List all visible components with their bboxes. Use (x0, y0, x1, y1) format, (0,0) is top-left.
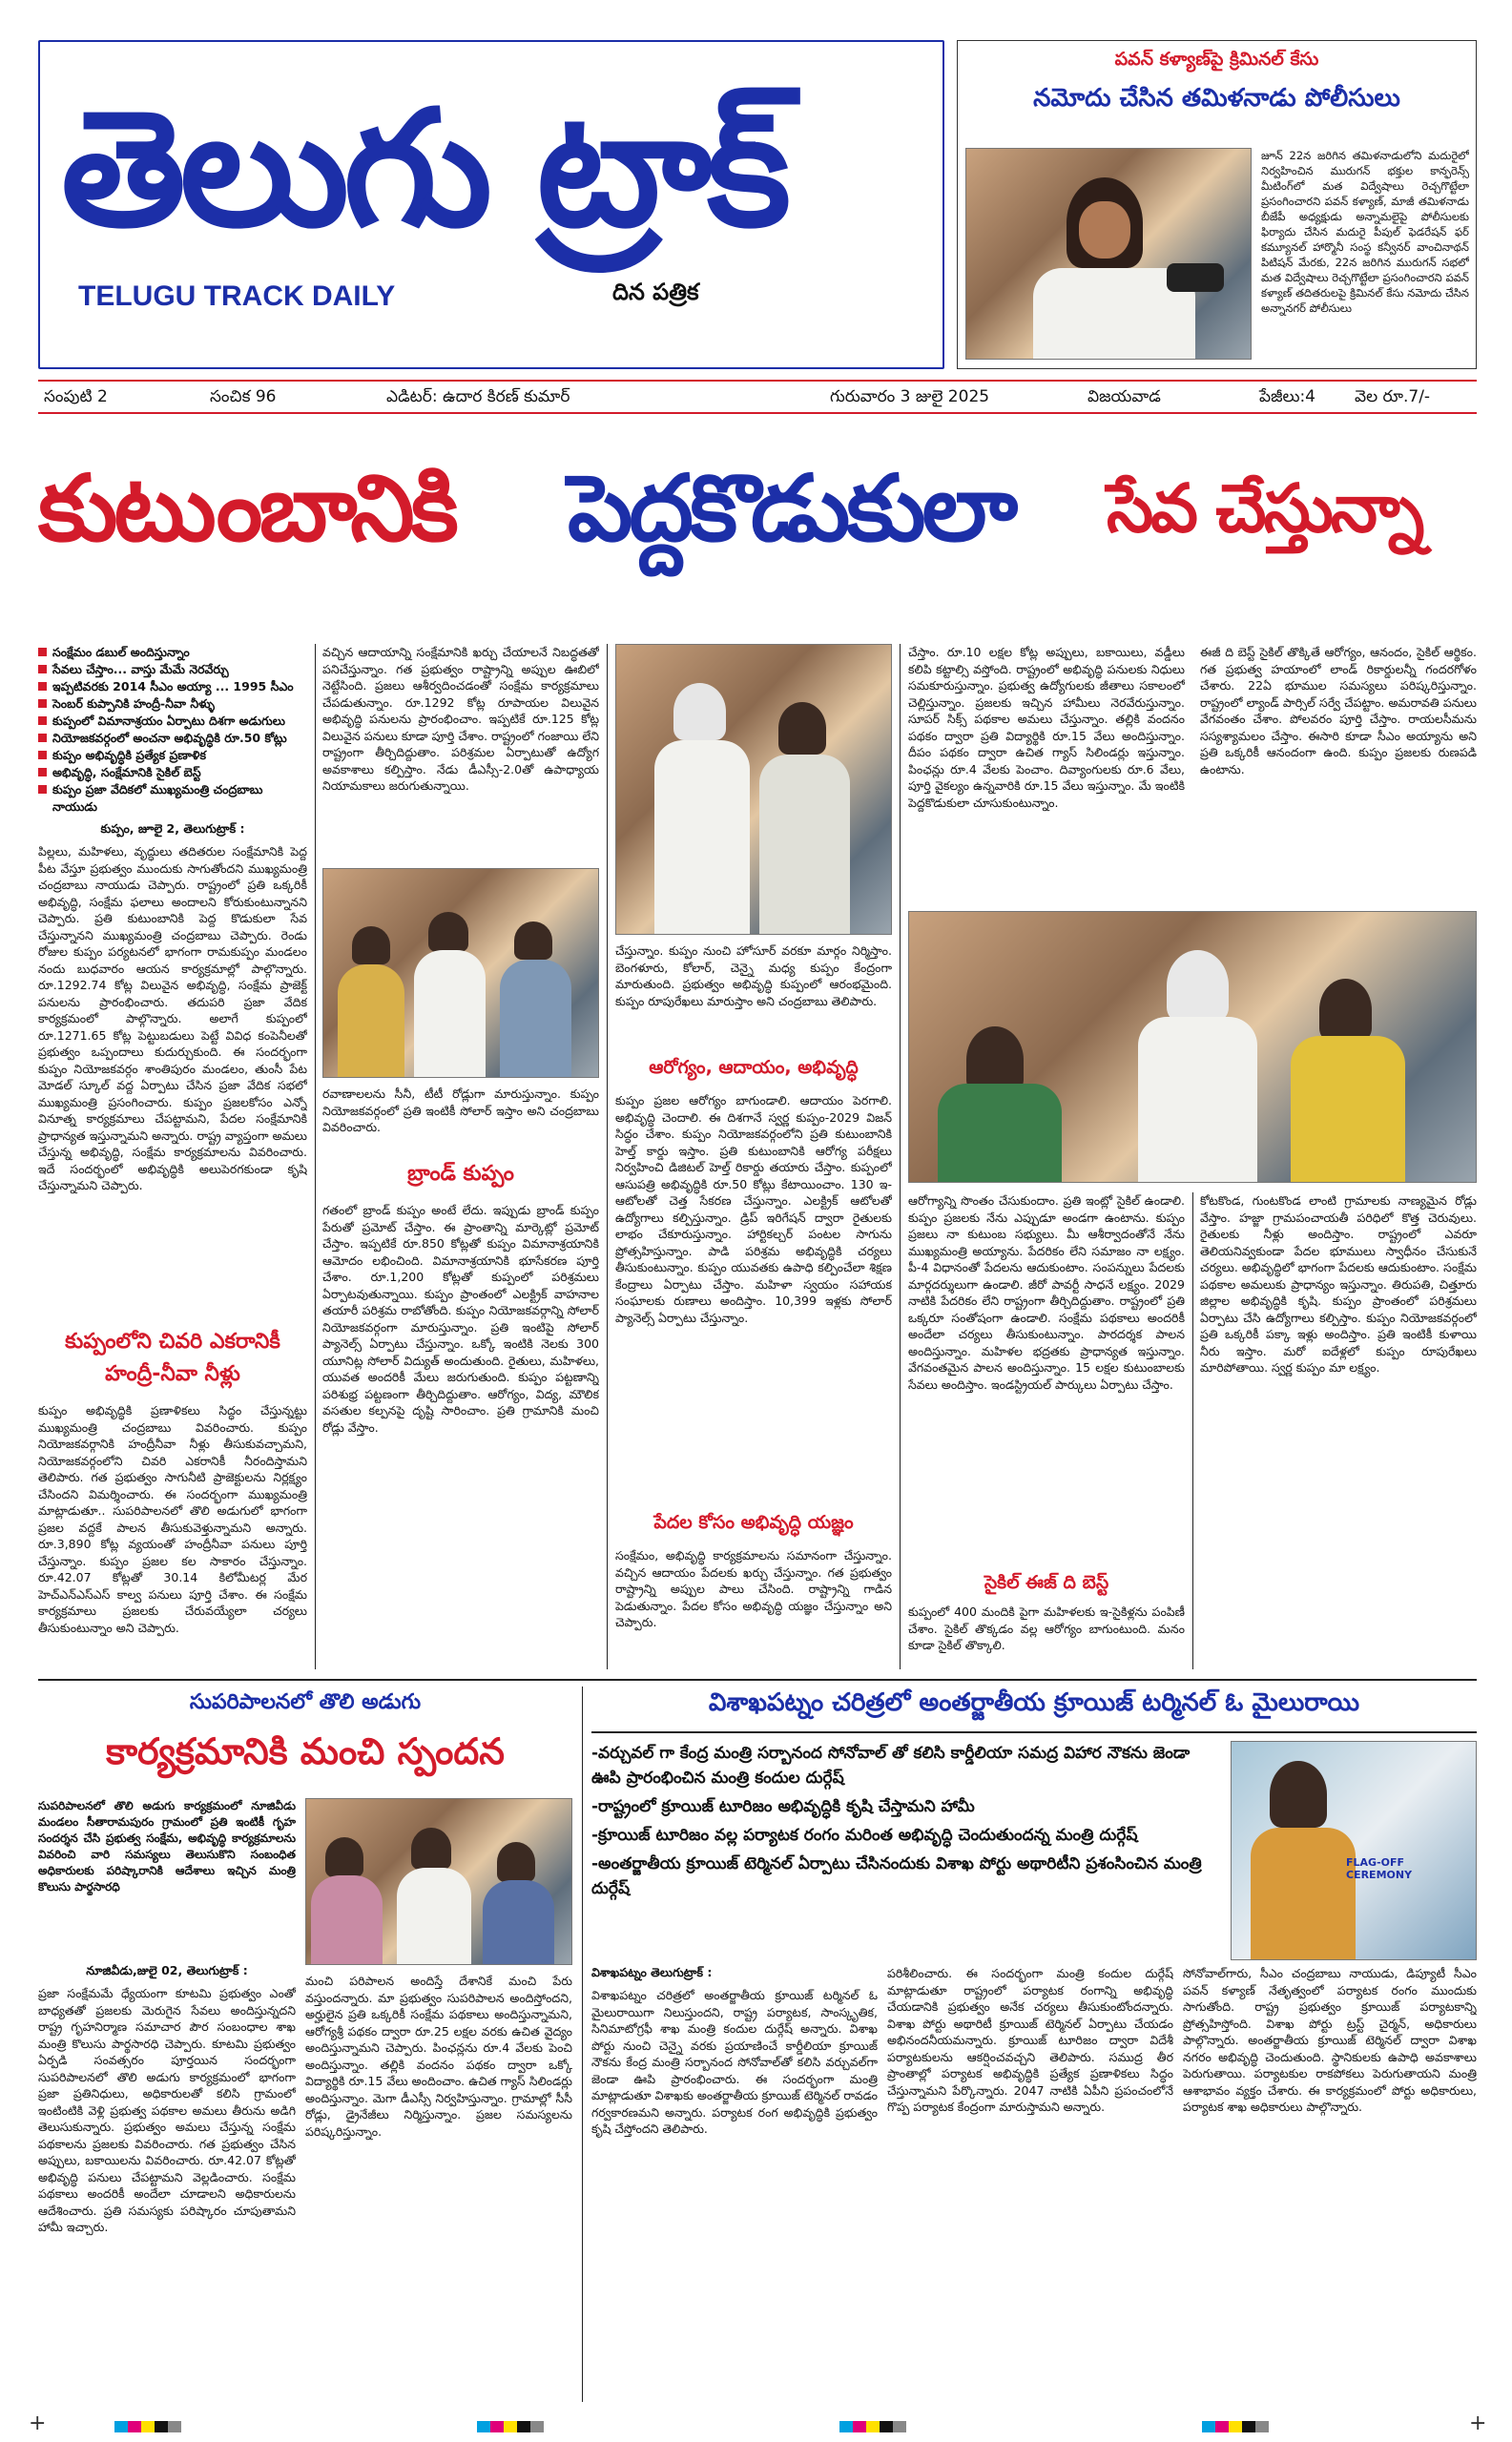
headline-part-1: కుటుంబానికి (38, 455, 455, 562)
pages: పేజీలు:4 (1259, 387, 1315, 406)
col1-subhead-2: హంద్రీ-నీవా నీళ్లు (105, 1362, 240, 1386)
bullet-item: కుప్పంలో విమానాశ్రయం ఏర్పాటు దిశగా అడుగులు (38, 713, 307, 730)
bullet-item: సెంబర్ కుప్పానికి హంద్రీ-నీవా నీళ్ళు (38, 695, 307, 713)
registration-marks (839, 2421, 906, 2432)
lower-left-lead: సుపరిపాలనలో తొలి అడుగు కార్యక్రమంలో నూజివీడు మండలం సీతారామపురం గ్రామంలో ప్రతి ఇంటికీ గృహ సందర్శన చేసి ప్రభుత్వ సంక్షేమ, అభివృద్ధి కార్యక్రమాలను వివరించి వారి సమస్యలు తెలుసుకొని సంబంధిత అధికారులకు పరిష్కారానికి ఆదేశాలు ఇచ్చిన మంత్రి కొలుసు పార్థసారధి (38, 1799, 296, 1894)
col1-text-2: కుప్పం అభివృద్ధికి ప్రణాళికలు సిద్ధం చేస్తున్నట్టు ముఖ్యమంత్రి చంద్రబాబు వివరించారు. కుప్పం నియోజకవర్గానికి హంద్రీనీవా నీళ్లు తీసుకువచ్చామని, నియోజకవర్గంలోని చివరి ఎకరానికీ నీరందిస్తామని తెలిపారు. గత ప్రభుత్వం సాగునీటి ప్రాజెక్టులను నిర్లక్ష్యం చేసిందని విమర్శించారు. ఈ సందర్భంగా ముఖ్యమంత్రి మాట్లాడుతూ.. సుపరిపాలనలో తొలి అడుగులో భాగంగా ప్రజల వద్దకే పాలన తీసుకువెళ్తున్నామని అన్నారు. రూ.3,890 కోట్ల వ్యయంతో హంద్రీనీవా పనులు పూర్తి చేస్తున్నాం. కుప్పం ప్రజల కల సాకారం చేస్తున్నాం. రూ.42.07 కోట్లతో 30.14 కిలోమీటర్ల మేర హెచ్ఎన్ఎస్ఎస్ కాల్వ పనులు పూర్తి చేశాం. ఈ సంక్షేమ కార్యక్రమాలు ప్రజలకు చేరువయ్యేలా చర్యలు తీసుకుంటున్నాం అని చెప్పారు. (38, 1403, 307, 1635)
col4-text-3: కుప్పంలో 400 మందికి పైగా మహిళలకు ఇ-సైకిళ్లను పంపిణీ చేశాం. సైకిల్ తొక్కడం వల్ల ఆరోగ్యం బాగుంటుంది. మనం కూడా సైకిల్ తొక్కాలి. (908, 1604, 1185, 1652)
col4-text-1: చేస్తాం. రూ.10 లక్షల కోట్ల అప్పులు, బకాయిలు, వడ్డీలు కలిపి కట్టాల్సి వస్తోంది. రాష్ట్రంలో అభివృద్ధి పనులకు నిధులు సమకూరుస్తున్నాం. ప్రభుత్వ ఉద్యోగులకు జీతాలు సకాలంలో చెల్లిస్తున్నాం. ప్రజలకు ఇచ్చిన హామీలు నెరవేరుస్తున్నాం. సూపర్ సిక్స్ పథకాల అమలు చేస్తున్నాం. తల్లికి వందనం పథకం ద్వారా ప్రతి విద్యార్థికి రూ.15 వేలు అందిస్తున్నాం. దీపం పథకం ద్వారా ఉచిత గ్యాస్ సిలిండర్లు ఇస్తున్నాం. పింఛన్లు రూ.4 వేలకు పెంచాం. దివ్యాంగులకు రూ.6 వేలు, పూర్తి వైకల్యం ఉన్నవారికి రూ.15 వేలు ఇస్తున్నాం. మే ఇంటికి పెద్దకొడుకులా చూసుకుంటున్నాం. (908, 645, 1185, 810)
lower-right-col-3 (1183, 1965, 1477, 2402)
lower-right-text-2: పరిశీలించారు. ఈ సందర్భంగా మంత్రి కందుల దుర్గేష్ మాట్లాడుతూ రాష్ట్రంలో పర్యాటక రంగాన్ని అభివృద్ధి చేయడానికి ప్రభుత్వం అనేక చర్యలు తీసుకుంటోందన్నారు. విశాఖ పోర్టు అథారిటీ క్రూయిజ్ టెర్మినల్ ఏర్పాటు చేయడం అభినందనీయమన్నారు. క్రూయిజ్ టూరిజం ద్వారా విదేశీ పర్యాటకులను ఆకర్షించవచ్చని తెలిపారు. సముద్ర తీర ప్రాంతాల్లో పర్యాటక అభివృద్ధికి ప్రత్యేక ప్రణాళికలు సిద్ధం చేస్తున్నామని పేర్కొన్నారు. 2047 నాటికి ఏపీని ప్రపంచంలోనే గొప్ప పర్యాటక కేంద్రంగా మారుస్తామని అన్నారు. (887, 1966, 1173, 2114)
masthead (38, 40, 944, 369)
col2-subhead: బ్రాండ్ కుప్పం (407, 1162, 514, 1186)
photo-banner-text: FLAG-OFF CEREMONY (1346, 1856, 1413, 1881)
col2-caption: రవాణాలలను సీనీ, టీటీ రోడ్లుగా మారుస్తున్నాం. కుప్పం నియోజకవర్గంలో ప్రతి ఇంటికీ సోలార్ ఇస్తాం అని చంద్రబాబు వివరించారు. (322, 1086, 599, 1134)
bullet-item: కుప్పం ప్రజా వేదికలో ముఖ్యమంత్రి చంద్రబాబు నాయుడు (38, 781, 307, 816)
col5-caption-top: ఈజీ ది బెస్ట్ సైకిల్ తొక్కితే ఆరోగ్యం, ఆనందం, సైకిల్ ఆర్థికం. గత ప్రభుత్వ హయాంలో లాండ్ రికార్డులన్నీ గందరగోళం చేశారు. 22ఏ భూముల సమస్యలు పరిష్కరిస్తున్నాం. రాష్ట్రంలో ల్యాండ్ పార్సిల్ సర్వే చేపట్టాం. అమరావతి పనులు వేగవంతం చేశాం. పోలవరం పూర్తి చేస్తాం. రాయలసీమను సస్యశ్యామలం చేస్తాం. ఈసారి కూడా సీఎం అయ్యాను అని ప్రతి ఒక్కరికీ ఆనందంగా ఉంది. కుప్పం ప్రజలకు రుణపడి ఉంటాను. (1200, 645, 1477, 776)
bullet-item: కుప్పం అభివృద్ధికి ప్రత్యేక ప్రణాళిక (38, 747, 307, 764)
issue: సంచిక 96 (210, 387, 277, 406)
lower-right-text-3: సోనోవాల్‌గారు, సీఎం చంద్రబాబు నాయుడు, డిప్యూటీ సీఎం పవన్ కళ్యాణ్ నేతృత్వంలో పర్యాటక రంగం ముందుకు సాగుతోంది. రాష్ట్ర ప్రభుత్వం క్రూయిజ్ పర్యాటకాన్ని ప్రోత్సహిస్తోంది. విశాఖ పోర్టు ట్రస్ట్ చైర్మన్, అధికారులు పాల్గొన్నారు. అంతర్జాతీయ క్రూయిజ్ టెర్మినల్ ద్వారా విశాఖ నగరం అభివృద్ధి చెందుతుంది. స్థానికులకు ఉపాధి అవకాశాలు పెరుగుతాయి. పర్యాటకుల రాకపోకలు పెరుగుతాయని మంత్రి ఆశాభావం వ్యక్తం చేశారు. ఈ కార్యక్రమంలో పోర్టు అధికారులు, పర్యాటక శాఖ అధికారులు పాల్గొన్నారు. (1183, 1966, 1477, 2114)
column-divider (1192, 1192, 1193, 1669)
lower-left-dateline: నూజివీడు,జులై 02, తెలుగుట్రాక్ : (86, 1963, 248, 1977)
lower-left-col-2 (305, 1973, 572, 2402)
date: గురువారం 3 జులై 2025 (830, 387, 990, 406)
top-story-headline: నమోదు చేసిన తమిళనాడు పోలీసులు (1033, 84, 1400, 113)
bullet-item: ఇప్పటివరకు 2014 సీఎం అయ్యా ... 1995 సీఎం (38, 678, 307, 695)
place: విజయవాడ (1087, 387, 1161, 406)
section-divider (38, 1679, 1477, 1681)
column-1 (38, 644, 307, 1669)
crop-mark-icon: + (1469, 2411, 1487, 2435)
dateline-bar (38, 380, 1477, 414)
col2-photo (322, 868, 599, 1078)
lower-right-photo (1231, 1741, 1477, 1960)
bullet-item: నియోజకవర్గంలో అంచనా అభివృద్ధికి రూ.50 కోట్లు (38, 730, 307, 747)
col1-subhead: కుప్పంలోని చివరి ఎకరానికీ (65, 1330, 280, 1354)
column-4 (908, 1192, 1185, 1669)
bullet-item: అభివృద్ధి, సంక్షేమానికి సైకిల్ బెస్ట్ (38, 764, 307, 781)
col3-subhead-2: పేదల కోసం అభివృద్ధి యజ్ఞం (653, 1512, 854, 1533)
col2-text-2: గతంలో బ్రాండ్ కుప్పం అంటే లేదు. ఇప్పుడు బ్రాండ్ కుప్పం పేరుతో ప్రమోట్ చేస్తాం. ఈ ప్రాంతాన్ని మార్కెట్లో ప్రమోట్ చేస్తాం. ఇప్పటికే రూ.850 కోట్లతో కుప్పం విమానాశ్రయానికి ఆమోదం లభించింది. విమానాశ్రయానికి భూసేకరణ పూర్తి చేశాం. రూ.1,200 కోట్లతో కుప్పంలో పరిశ్రమలు ఏర్పాటవుతున్నాయి. కుప్పం ప్రాంతంలో ఎలక్ట్రిక్ వాహనాల తయారీ పరిశ్రమ రాబోతోంది. కుప్పం నియోజకవర్గాన్ని సోలార్ నియోజకవర్గంగా మారుస్తున్నాం. ప్రతి ఇంటిపై సోలార్ ప్యానెల్స్ ఏర్పాటు చేస్తున్నాం. ఒక్కో ఇంటికి నెలకు 300 యూనిట్ల సోలార్ విద్యుత్ అందుతుంది. రైతులు, మహిళలు, యువత అందరికీ మేలు జరుగుతుంది. కుప్పం పట్టణాన్ని పరిశుభ్ర పట్టణంగా తీర్చిదిద్దుతాం. ఆరోగ్యం, విద్య, మౌలిక వసతుల కల్పనపై దృష్టి సారించాం. ప్రతి గ్రామానికి మంచి రోడ్లు వేస్తాం. (322, 1203, 599, 1435)
top-story-kicker: పవన్ కళ్యాణ్‌పై క్రిమినల్ కేసు (1114, 49, 1319, 70)
col3-photo (615, 644, 892, 935)
top-story-body: జూన్ 22న జరిగిన తమిళనాడులోని మదురైలో నిర్వహించిన మురుగన్ భక్తుల కాన్ఫరెన్స్ మీటింగ్‌లో మత విద్వేషాలు రెచ్చగొట్టేలా ప్రసంగించారని పవన్ కళ్యాణ్, మాజీ తమిళనాడు బీజేపీ అధ్యక్షుడు అన్నామలైపై పోలీసులకు ఫిర్యాదు చేసిన మదురై పీపుల్ ఫెడరేషన్ ఫర్ కమ్యూనల్ హార్మొనీ సంస్థ కన్వీనర్ వాంచినాథన్ పిటిషన్ మేరకు, 22న జరిగిన మురుగన్ సభలో మత విద్వేషాలు రెచ్చగొట్టేలా ప్రసంగించారని పవన్ కళ్యాణ్ తదితరులపై క్రిమినల్ కేసు నమోదు చేసిన అన్నానగర్ పోలీసులు (1261, 149, 1469, 315)
crop-mark-icon: + (29, 2411, 47, 2435)
headline-part-2: పెద్దకొడుకులా (568, 455, 1014, 562)
column-divider (900, 644, 901, 1669)
col3-text-2: చేస్తున్నాం. కుప్పం నుంచి హోసూర్ వరకూ మార్గం నిర్మిస్తాం. బెంగళూరు, కోలార్, చెన్నై మధ్య కుప్పం కేంద్రంగా మారుతుంది. ప్రభుత్వం అభివృద్ధి కుప్పంలో ఆరంభమైంది. కుప్పం రూపురేఖలు మారుస్తాం అని చంద్రబాబు తెలిపారు. (615, 943, 892, 1008)
col1-dateline: కుప్పం, జూలై 2, తెలుగుట్రాక్ : (100, 821, 245, 836)
lower-right-dateline: విశాఖపట్నం తెలుగుట్రాక్ : (591, 1965, 713, 1979)
headline-underline (591, 1731, 1477, 1733)
column-2-lower (322, 1086, 599, 1669)
col4-text-2: ఆరోగ్యాన్ని సొంతం చేసుకుందాం. ప్రతి ఇంట్లో సైకిల్ ఉండాలి. కుప్పం ప్రజలకు నేను ఎప్పుడూ అండగా ఉంటాను. కుప్పం ప్రజలు నా కుటుంబ సభ్యులు. మీ ఆశీర్వాదంతోనే నేను ముఖ్యమంత్రి అయ్యాను. పేదరికం లేని సమాజం నా లక్ష్యం. పీ-4 విధానంతో పేదలను ఆదుకుంటాం. సంపన్నులు పేదలకు మార్గదర్శులుగా ఉండాలి. జీరో పావర్టీ సాధనే లక్ష్యం. 2029 నాటికి పేదరికం లేని రాష్ట్రంగా తీర్చిదిద్దుతాం. రాష్ట్రంలో ప్రతి ఒక్కరూ సంతోషంగా ఉండాలి. సంక్షేమ పథకాలు అందరికీ అందేలా చర్యలు తీసుకుంటున్నాం. పారదర్శక పాలన అందిస్తున్నాం. మహిళల భద్రతకు ప్రాధాన్యత ఇస్తున్నాం. వేగవంతమైన పాలన అందిస్తున్నాం. 15 లక్షల కుటుంబాలకు సేవలు అందిస్తాం. ఇండస్ట్రియల్ పార్కులు ఏర్పాటు చేస్తాం. (908, 1193, 1185, 1392)
lower-right-col-1 (591, 1965, 878, 2402)
lower-left-text-1: ప్రజా సంక్షేమమే ధ్యేయంగా కూటమి ప్రభుత్వం ఎంతో బాధ్యతతో ప్రజలకు మెరుగైన సేవలు అందిస్తున్నదని రాష్ట్ర గృహనిర్మాణ సమాచార పౌర సంబంధాల శాఖ మంత్రి కొలుసు పార్థసారధి చెప్పారు. కూటమి ప్రభుత్వం ఏర్పడి సంవత్సరం పూర్తయిన సందర్భంగా సుపరిపాలనలో తొలి అడుగు కార్యక్రమంలో భాగంగా ప్రజా ప్రతినిధులు, అధికారులతో కలిసి గ్రామంలో ఇంటింటికి వెళ్లి ప్రభుత్వ పథకాల అమలు తీరును అడిగి తెలుసుకున్నారు. ప్రభుత్వం అమలు చేస్తున్న సంక్షేమ పథకాలను ప్రజలకు వివరించారు. గత ప్రభుత్వం చేసిన అప్పులు, బకాయిలను వివరించారు. రూ.42.07 కోట్లతో అభివృద్ధి పనులు చేపట్టామని వెల్లడించారు. సంక్షేమ పథకాలు అందరికీ అందేలా చూడాలని అధికారులను ఆదేశించారు. ప్రతి సమస్యకు పరిష్కారం చూపుతామని హామీ ఇచ్చారు. (38, 1986, 296, 2234)
registration-marks (114, 2421, 181, 2432)
masthead-subtitle: TELUGU TRACK DAILY (78, 280, 396, 312)
lower-left-headline: కార్యక్రమానికి మంచి స్పందన (106, 1730, 505, 1772)
volume: సంపుటి 2 (44, 387, 108, 406)
main-headline (38, 427, 1477, 628)
logo: తెలుగు ట్రాక్ (61, 75, 786, 262)
lower-right-text-1: విశాఖపట్నం చరిత్రలో అంతర్జాతీయ క్రూయిజ్ టర్మినల్ ఓ మైలురాయిగా నిలుస్తుందని, రాష్ట్ర పర్యాటక, సాంస్కృతిక, సినిమాటోగ్రఫీ శాఖ మంత్రి కందుల దుర్గేష్ అన్నారు. విశాఖ పోర్టు నుంచి చెన్నై వరకు ప్రయాణించే కార్డీలియా క్రూయిజ్ నౌకను కేంద్ర మంత్రి సర్బానంద సోనోవాల్‌తో కలిసి వర్చువల్‌గా జెండా ఊపి ప్రారంభించారు. ఈ సందర్భంగా మంత్రి మాట్లాడుతూ విశాఖకు అంతర్జాతీయ క్రూయిజ్ టెర్మినల్ రావడం గర్వకారణమని అన్నారు. పర్యాటక రంగ అభివృద్ధికి ప్రభుత్వం కృషి చేస్తోందని తెలిపారు. (591, 1988, 878, 2136)
masthead-tag: దిన పత్రిక (612, 279, 699, 305)
editor: ఎడిటర్: ఉదార కిరణ్ కుమార్ (386, 387, 570, 406)
registration-marks (477, 2421, 544, 2432)
col2-text-1: వచ్చిన ఆదాయాన్ని సంక్షేమానికి ఖర్చు చేయాలనే నిబద్ధతతో పనిచేస్తున్నాం. గత ప్రభుత్వం రాష్ట్రాన్ని అప్పుల ఊబిలో నెట్టేసింది. ప్రజలు ఆశీర్వదించడంతో సంక్షేమ కార్యక్రమాలు చేపడుతున్నాం. రూ.1292 కోట్ల రూపాయల విలువైన అభివృద్ధి పనులను ప్రారంభించాం. ఇప్పటికే రూ.125 కోట్ల విలువైన పనులు కూడా పూర్తి చేశాం. రాష్ట్రంలో గంజాయి లేని రాష్ట్రంగా తీర్చిదిద్దుతాం. పరిశ్రమల ఏర్పాటుతో ఉద్యోగ అవకాశాలు కల్పిస్తాం. నేడు డీఎస్సీ-2.0తో ఉపాధ్యాయ నియామకాలు జరుగుతున్నాయి. (322, 645, 599, 793)
col3-subhead: ఆరోగ్యం, ఆదాయం, అభివృద్ధి (649, 1057, 859, 1078)
headline-part-3: సేవ చేస్తున్నా (1107, 469, 1422, 548)
column-3 (615, 942, 892, 1669)
col4-5-photo (908, 911, 1477, 1183)
column-divider (315, 644, 316, 1669)
bullet-item: సేవలు చేస్తాం... వాస్తు మేమే నెరవేర్చు (38, 661, 307, 678)
top-story-box (957, 40, 1477, 369)
bullet-item: సంక్షేమం డబుల్ అందిస్తున్నాం (38, 644, 307, 661)
lower-left-text-2: మంచి పరిపాలన అందిస్తే దేశానికే మంచి పేరు వస్తుందన్నారు. మా ప్రభుత్వం సుపరిపాలన అందిస్తోందని, అర్హులైన ప్రతి ఒక్కరికీ సంక్షేమ పథకాలు అందిస్తున్నామని, ఆరోగ్యశ్రీ పథకం ద్వారా రూ.25 లక్షల వరకు ఉచిత వైద్యం అందిస్తున్నామని చెప్పారు. పింఛన్లను రూ.4 వేలకు పెంచి అందిస్తున్నాం. తల్లికి వందనం పథకం ద్వారా ఒక్కో విద్యార్థికి రూ.15 వేలు అందించాం. ఉచిత గ్యాస్ సిలిండర్లు అందిస్తున్నాం. మెగా డీఎస్సీ నిర్వహిస్తున్నాం. గ్రామాల్లో సీసీ రోడ్లు, డ్రైనేజీలు నిర్మిస్తున్నాం. ప్రజల సమస్యలను పరిష్కరిస్తున్నాం. (305, 1974, 572, 2139)
lower-left-kicker: సుపరిపాలనలో తొలి అడుగు (189, 1690, 422, 1714)
column-divider (582, 1687, 583, 2402)
col5-text-1: కోటకొండ, గుంటకొండ లాంటి గ్రామాలకు నాణ్యమైన రోడ్లు వేస్తాం. హజ్జా గ్రామపంచాయతీ పరిధిలో కొత్త చెరువులు. రైతులకు నీళ్లు అందిస్తాం. రాష్ట్రంలో ఎవరూ తెలియనివ్వకుండా పేదల భూములు స్వాధీనం చేసుకునే చర్యలు. అభివృద్ధిలో భాగంగా పేదలకు ఆదుకుంటాం. సంక్షేమ పథకాల అమలుకు ప్రాధాన్యం ఇస్తున్నాం. తిరుపతి, చిత్తూరు జిల్లాల అభివృద్ధికి కృషి. కుప్పం ప్రాంతంలో పరిశ్రమలు ఏర్పాటు చేసి ఉద్యోగాలు కల్పిస్తాం. కుప్పం నియోజకవర్గంలో ప్రతి ఒక్కరికీ పక్కా ఇళ్లు అందిస్తాం. ప్రతి ఇంటికీ కుళాయి నీరు ఇస్తాం. మరో ఐదేళ్లలో కుప్పం రూపురేఖలు మారిపోతాయి. స్వర్ణ కుప్పం మా లక్ష్యం. (1200, 1193, 1477, 1375)
price: వెల రూ.7/- (1355, 387, 1431, 406)
col4-subhead: సైకిల్ ఈజ్ ది బెస్ట్ (984, 1572, 1109, 1593)
col3-text-3: కుప్పం ప్రజల ఆరోగ్యం బాగుండాలి. ఆదాయం పెరగాలి. అభివృద్ధి చెందాలి. ఈ దిశగానే స్వర్ణ కుప్పం-2029 విజన్ సిద్ధం చేశాం. కుప్పం నియోజకవర్గంలోని ప్రతి కుటుంబానికి హెల్త్ కార్డు ఇస్తాం. ప్రతి కుటుంబానికి ఆరోగ్య పరీక్షలు నిర్వహించి డిజిటల్ హెల్త్ రికార్డు తయారు చేస్తాం. కుప్పంలో ఆసుపత్రి అభివృద్ధికి రూ.50 కోట్లు కేటాయించాం. 130 ఇ-ఆటోలతో చెత్త సేకరణ చేస్తున్నాం. ఎలక్ట్రిక్ ఆటోలతో ఉద్యోగాలు కల్పిస్తున్నాం. డ్రిప్ ఇరిగేషన్ ద్వారా రైతులకు లాభం చేకూరుస్తున్నాం. హార్టికల్చర్ పంటల సాగును ప్రోత్సహిస్తున్నాం. పాడి పరిశ్రమ అభివృద్ధికి చర్యలు తీసుకుంటున్నాం. కుప్పం యువతకు ఉపాధి కల్పించేలా శిక్షణ కేంద్రాలు ఏర్పాటు చేస్తాం. మహిళా స్వయం సహాయక సంఘాలకు రుణాలు అందిస్తాం. 10,399 ఇళ్లకు సోలార్ ప్యానెల్స్ ఏర్పాటు చేస్తున్నాం. (615, 1093, 892, 1325)
lower-left-photo (305, 1798, 572, 1965)
column-4-top (908, 644, 1185, 901)
point-item: -అంతర్జాతీయ క్రూయిజ్ టెర్మినల్ ఏర్పాటు చేసినందుకు విశాఖ పోర్టు అథారిటీని ప్రశంసించిన మంత్రి దుర్గేష్ (591, 1854, 1202, 1898)
lower-left-col-1 (38, 1963, 296, 2402)
column-divider (607, 644, 608, 1669)
point-item: -క్రూయిజ్ టూరిజం వల్ల పర్యాటక రంగం మరింత అభివృద్ధి చెందుతుందన్న మంత్రి దుర్గేష్ (591, 1826, 1138, 1845)
top-story-photo (965, 148, 1252, 360)
lower-right-col-2 (887, 1965, 1173, 2402)
lower-right-points (591, 1741, 1221, 1960)
point-item: -వర్చువల్ గా కేంద్ర మంత్రి సర్బానంద సోనోవాల్ తో కలిసి కార్డీలియా సమద్ర విహార నౌకను జెండా ఊపి ప్రారంభించిన మంత్రి కందుల దుర్గేష్ (591, 1744, 1191, 1788)
column-5-top (1200, 644, 1477, 901)
lower-right-headline: విశాఖపట్నం చరిత్రలో అంతర్జాతీయ క్రూయిజ్ టర్మినల్ ఓ మైలురాయి (708, 1688, 1360, 1717)
point-item: -రాష్ట్రంలో క్రూయిజ్ టూరిజం అభివృద్ధికి కృషి చేస్తామని హామీ (591, 1797, 975, 1816)
registration-marks (1202, 2421, 1269, 2432)
column-5 (1200, 1192, 1477, 1669)
col1-text-1: పిల్లలు, మహిళలు, వృద్ధులు తదితరుల సంక్షేమానికి పెద్ద పీట వేస్తూ ప్రభుత్వం ముందుకు సాగుతోందని ముఖ్యమంత్రి చంద్రబాబు నాయుడు చెప్పారు. రాష్ట్రంలో ప్రతి ఒక్కరికీ అభివృద్ధి, సంక్షేమ ఫలాలు అందాలని కోరుకుంటున్నానని చెప్పారు. ప్రతి కుటుంబానికి పెద్ద కొడుకులా సేవ చేస్తున్నానని ముఖ్యమంత్రి చంద్రబాబు చెప్పారు. రెండు రోజుల కుప్పం పర్యటనలో భాగంగా రామకుప్పం మండలం నందు బుధవారం ఆయన కార్యక్రమాల్లో పాల్గొన్నారు. రూ.1292.74 కోట్ల విలువైన అభివృద్ధి, సంక్షేమ ప్రాజెక్ట్ పనులను ప్రారంభించారు. తదుపరి ప్రజా వేదిక కార్యక్రమంలో పాల్గొన్నారు. అలాగే కుప్పంలో రూ.1271.65 కోట్ల పెట్టుబడులు పెట్టే వివిధ కంపెనీలతో ప్రభుత్వం ఒప్పందాలు కుదుర్చుకుంది. ఈ సందర్భంగా కుప్పం నియోజకవర్గం శాంతిపురం మండలం, తుంసీ పేట మోడల్ స్కూల్ వద్ద ఏర్పాటు చేసిన ప్రజా వేదిక సభలో ముఖ్యమంత్రి ప్రసంగించారు. కుప్పం ప్రజలకోసం ఎన్నో వినూత్న కార్యక్రమాలు చేపట్టామని, పేదల సంక్షేమానికి ప్రాధాన్యత ఇస్తున్నామని అన్నారు. రాష్ట్ర వ్యాప్తంగా అమలు చేస్తున్న అభివృద్ధి, సంక్షేమ కార్యక్రమాలను వివరించారు. ఇదే సందర్భంలో అభివృద్ధికి అలుపెరగకుండా కృషి చేస్తున్నామని చెప్పారు. (38, 844, 307, 1192)
col3-text-4: సంక్షేమం, అభివృద్ధి కార్యక్రమాలను సమానంగా చేస్తున్నాం. వచ్చిన ఆదాయం పేదలకు ఖర్చు చేస్తున్నాం. గత ప్రభుత్వం రాష్ట్రాన్ని అప్పుల పాలు చేసింది. రాష్ట్రాన్ని గాడిన పెడుతున్నాం. పేదల కోసం అభివృద్ధి యజ్ఞం చేస్తున్నాం అని చెప్పారు. (615, 1548, 892, 1629)
bullet-list (38, 644, 307, 816)
